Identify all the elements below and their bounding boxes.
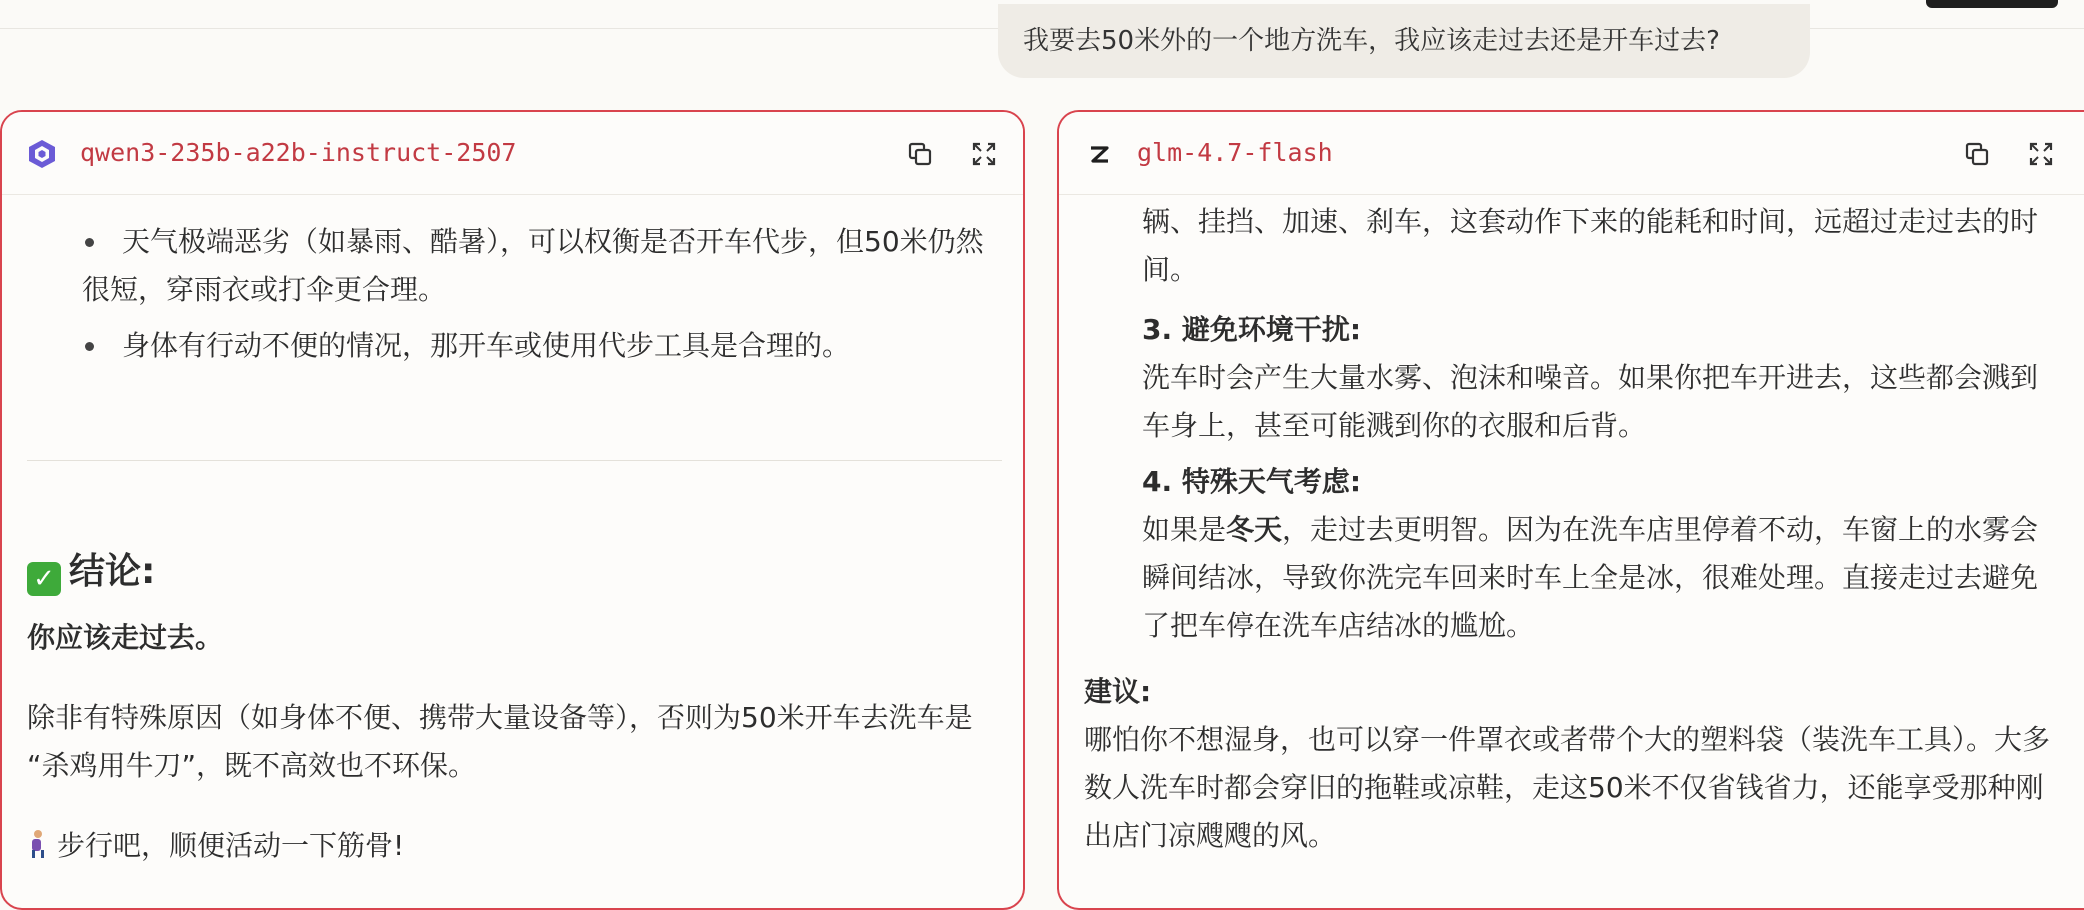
copy-icon[interactable]	[1963, 140, 1991, 168]
paragraph-text: 除非有特殊原因（如身体不便、携带大量设备等），否则为50米开车去洗车是	[27, 701, 973, 734]
list-text: 车身上，甚至可能溅到你的衣服和后背。	[1142, 409, 1647, 442]
copy-icon[interactable]	[906, 140, 934, 168]
list-text	[1142, 506, 2038, 554]
emphasis-winter: 冬天	[1226, 513, 1283, 546]
list-text: 瞬间结冰，导致你洗完车回来时车上全是冰，很难处理。直接走过去避免	[1142, 561, 2039, 594]
paragraph-text: 出店门凉飕飕的风。	[1084, 819, 1337, 852]
closing-text: 步行吧，顺便活动一下筋骨!	[57, 829, 405, 862]
conclusion-heading	[27, 546, 155, 598]
paragraph-text: “杀鸡用牛刀”，既不高效也不环保。	[27, 749, 477, 782]
panel-header	[2, 112, 1023, 195]
response-panel-right	[1057, 110, 2084, 910]
text-segment: 如果是	[1142, 513, 1227, 546]
panel-header	[1059, 112, 2084, 195]
bullet-text: 天气极端恶劣（如暴雨、酷暑），可以权衡是否开车代步，但50米仍然	[122, 225, 984, 258]
list-text: 辆、挂挡、加速、刹车，这套动作下来的能耗和时间，远超过走过去的时	[1142, 205, 2039, 238]
list-text: 间。	[1142, 253, 1199, 286]
conclusion-heading-text: 结论:	[69, 551, 156, 592]
conclusion-answer: 你应该走过去。	[27, 621, 224, 654]
response-panel-left	[0, 110, 1025, 910]
closing-line	[27, 822, 404, 870]
suggestion-title: 建议:	[1084, 675, 1152, 708]
divider	[27, 460, 1002, 461]
bullet-dot	[85, 238, 94, 247]
user-message-bubble	[998, 4, 1810, 78]
check-mark-icon: ✓	[27, 562, 61, 596]
bullet-dot	[85, 342, 94, 351]
list-text: 了把车停在洗车店结冰的尴尬。	[1142, 609, 1535, 642]
top-right-button[interactable]	[1926, 0, 2058, 8]
paragraph-text: 数人洗车时都会穿旧的拖鞋或凉鞋，走这50米不仅省钱省力，还能享受那种刚	[1084, 771, 2044, 804]
list-item-title: 4. 特殊天气考虑:	[1142, 465, 1362, 498]
bullet-text: 身体有行动不便的情况，那开车或使用代步工具是合理的。	[122, 329, 851, 362]
text-segment: ，走过去更明智。因为在洗车店里停着不动，车窗上的水雾会	[1282, 513, 2039, 546]
user-message-text: 我要去50米外的一个地方洗车，我应该走过去还是开车过去?	[1023, 26, 1720, 56]
list-text: 洗车时会产生大量水雾、泡沫和噪音。如果你把车开进去，这些都会溅到	[1142, 361, 2039, 394]
expand-icon[interactable]	[2027, 140, 2055, 168]
response-body	[2, 194, 1023, 908]
model-name: qwen3-235b-a22b-instruct-2507	[80, 138, 517, 167]
model-name: glm-4.7-flash	[1137, 138, 1333, 167]
qwen-logo-icon	[26, 138, 58, 170]
list-item-title: 3. 避免环境干扰:	[1142, 313, 1362, 346]
bullet-text: 很短，穿雨衣或打伞更合理。	[82, 273, 447, 306]
paragraph-text: 哪怕你不想湿身，也可以穿一件罩衣或者带个大的塑料袋（装洗车工具）。大多	[1084, 723, 2051, 756]
zhipu-logo-icon	[1083, 138, 1115, 170]
walking-person-icon	[27, 829, 49, 859]
response-body	[1059, 194, 2084, 908]
expand-icon[interactable]	[970, 140, 998, 168]
